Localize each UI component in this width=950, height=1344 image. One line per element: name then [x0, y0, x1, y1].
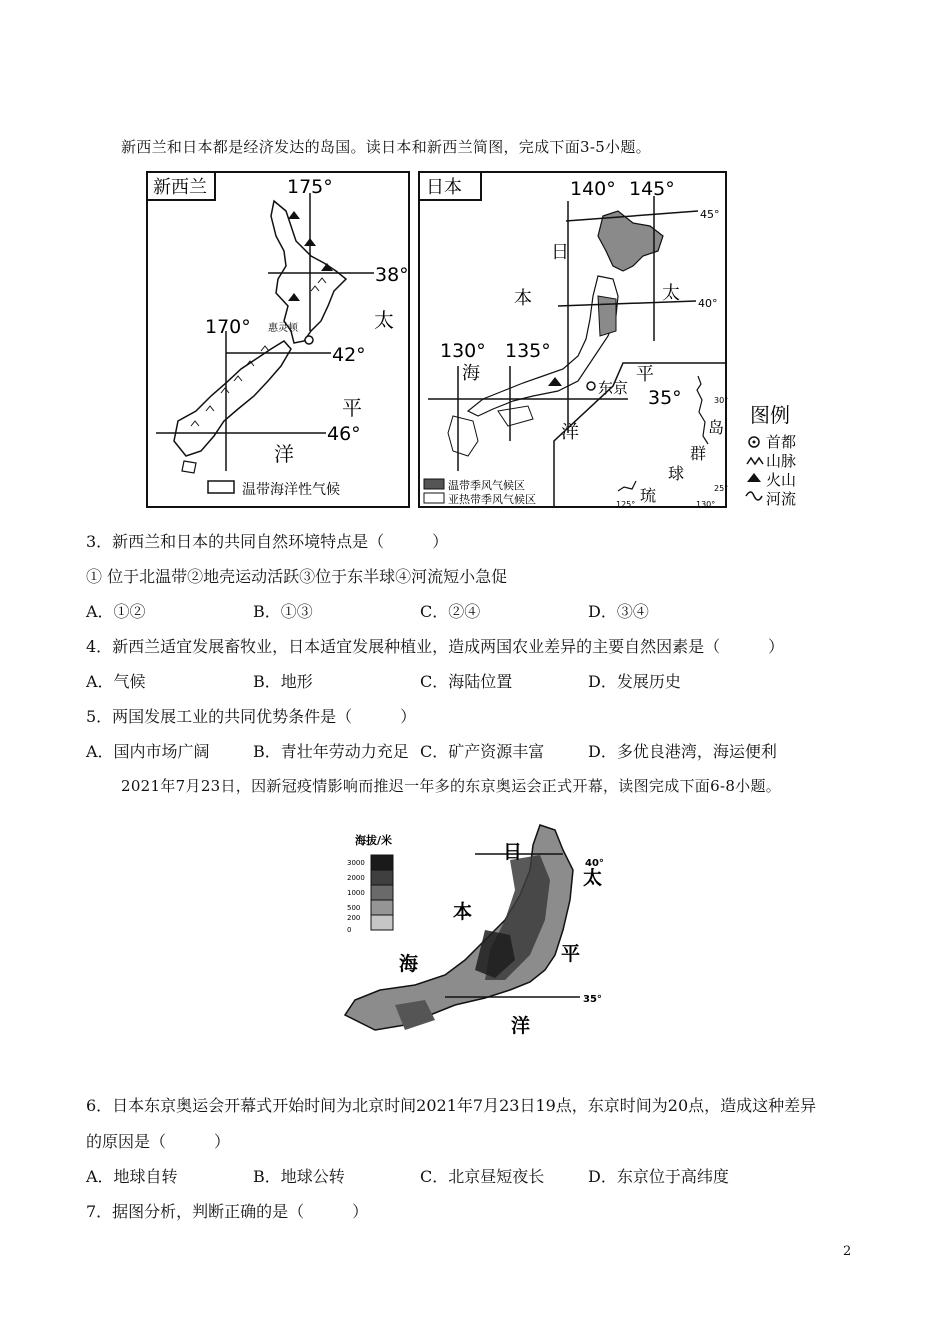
new-zealand-map — [146, 171, 411, 509]
jp-hai: 海 — [462, 363, 480, 384]
nz-lat-46: 46° — [327, 423, 361, 445]
jp-ben: 本 — [514, 288, 532, 309]
q4-stem: 4．新西兰适宜发展畜牧业，日本适宜发展种植业，造成两国农业差异的主要自然因素是（ ） — [86, 637, 785, 656]
q4-option-d[interactable]: D．发展历史 — [588, 672, 681, 691]
relief-tai: 太 — [583, 867, 603, 889]
q6-stem-line1: 6．日本东京奥运会开幕式开始时间为北京时间2021年7月23日19点，东京时间为20点，造成这种差异 — [86, 1096, 817, 1115]
jp-lon-130: 130° — [440, 340, 486, 362]
legend-title: 图例 — [750, 403, 790, 427]
jp-inset-lon-125: 125° — [616, 500, 636, 509]
q3-option-b[interactable]: B．①③ — [253, 602, 313, 621]
relief-scale-500: 500 — [347, 904, 361, 912]
relief-lat-40: 40° — [585, 858, 604, 869]
nz-lat-42: 42° — [332, 344, 366, 366]
nz-ping: 平 — [342, 396, 362, 420]
nz-capital-label: 惠灵顿 — [268, 323, 298, 334]
q4-option-b[interactable]: B．地形 — [253, 672, 313, 691]
jp-inset-lat-25: 25° — [714, 484, 728, 493]
relief-lat-35: 35° — [583, 994, 602, 1005]
jp-ryukyu-qun: 群 — [690, 444, 707, 463]
jp-ryukyu-liu: 琉 — [640, 486, 657, 505]
q6-option-c[interactable]: C．北京昼短夜长 — [420, 1167, 545, 1186]
q6-option-d[interactable]: D．东京位于高纬度 — [588, 1167, 729, 1186]
japan-relief-map — [335, 820, 615, 1042]
jp-map-title: 日本 — [426, 177, 462, 198]
legend-river: 河流 — [766, 490, 797, 508]
legend-capital: 首都 — [766, 433, 797, 451]
jp-yang: 洋 — [561, 422, 579, 443]
map-legend — [744, 400, 814, 510]
intro-text-2: 2021年7月23日，因新冠疫情影响而推迟一年多的东京奥运会正式开幕，读图完成下面6-8小题。 — [121, 777, 782, 795]
nz-lon-170: 170° — [205, 316, 251, 338]
legend-volcano: 火山 — [766, 471, 797, 489]
jp-tai: 太 — [662, 283, 680, 304]
q5-stem: 5．两国发展工业的共同优势条件是（ ） — [86, 707, 417, 726]
relief-scale-2000: 2000 — [347, 874, 365, 882]
relief-hai: 海 — [399, 953, 419, 975]
q5-option-a[interactable]: A．国内市场广阔 — [86, 742, 210, 761]
q6-stem-line2: 的原因是（ ） — [86, 1132, 231, 1151]
q4-option-c[interactable]: C．海陆位置 — [420, 672, 513, 691]
relief-ping: 平 — [561, 943, 581, 965]
jp-tokyo-label: 东京 — [598, 379, 629, 397]
japan-map — [418, 171, 728, 509]
relief-scale-200: 200 — [347, 914, 361, 922]
jp-ryukyu-dao: 岛 — [708, 418, 725, 437]
jp-inset-lon-130: 130° — [696, 500, 716, 509]
jp-ri: 日 — [551, 242, 569, 263]
nz-lat-38: 38° — [375, 264, 409, 286]
jp-inset-lat-30: 30° — [714, 396, 728, 405]
intro-text-1: 新西兰和日本都是经济发达的岛国。读日本和新西兰简图，完成下面3-5小题。 — [121, 138, 651, 156]
q3-option-c[interactable]: C．②④ — [420, 602, 481, 621]
q5-option-b[interactable]: B．青壮年劳动力充足 — [253, 742, 409, 761]
jp-lat-35: 35° — [648, 387, 682, 409]
jp-lon-145: 145° — [629, 178, 675, 200]
relief-scale-3000: 3000 — [347, 859, 365, 867]
relief-scale-1000: 1000 — [347, 889, 365, 897]
relief-yang: 洋 — [511, 1015, 531, 1037]
relief-scale-0: 0 — [347, 926, 352, 934]
relief-ri: 日 — [503, 841, 523, 863]
jp-lon-135: 135° — [505, 340, 551, 362]
q6-option-a[interactable]: A．地球自转 — [86, 1167, 178, 1186]
q3-sub: ① 位于北温带②地壳运动活跃③位于东半球④河流短小急促 — [86, 567, 508, 586]
nz-lon-175: 175° — [287, 176, 333, 198]
jp-legend-subtropical: 亚热带季风气候区 — [448, 493, 536, 506]
q6-option-b[interactable]: B．地球公转 — [253, 1167, 345, 1186]
relief-ben: 本 — [453, 901, 473, 923]
jp-lat-45: 45° — [700, 208, 720, 221]
page-number: 2 — [843, 1244, 852, 1259]
nz-legend-label: 温带海洋性气候 — [242, 482, 340, 498]
jp-lon-140: 140° — [570, 178, 616, 200]
jp-legend-temperate: 温带季风气候区 — [448, 479, 525, 492]
q4-option-a[interactable]: A．气候 — [86, 672, 146, 691]
q7-stem: 7．据图分析，判断正确的是（ ） — [86, 1202, 369, 1221]
relief-scale-title: 海拔/米 — [355, 834, 393, 847]
q3-option-d[interactable]: D．③④ — [588, 602, 649, 621]
nz-tai: 太 — [374, 308, 394, 332]
jp-ryukyu-qiu: 球 — [668, 464, 685, 483]
jp-lat-40: 40° — [698, 297, 718, 310]
jp-ping: 平 — [636, 364, 654, 385]
nz-map-title: 新西兰 — [153, 177, 207, 198]
q5-option-d[interactable]: D．多优良港湾，海运便利 — [588, 742, 777, 761]
nz-yang: 洋 — [274, 442, 294, 466]
legend-mountain: 山脉 — [766, 452, 797, 470]
q3-stem: 3．新西兰和日本的共同自然环境特点是（ ） — [86, 532, 449, 551]
q3-option-a[interactable]: A．①② — [86, 602, 146, 621]
q5-option-c[interactable]: C．矿产资源丰富 — [420, 742, 545, 761]
